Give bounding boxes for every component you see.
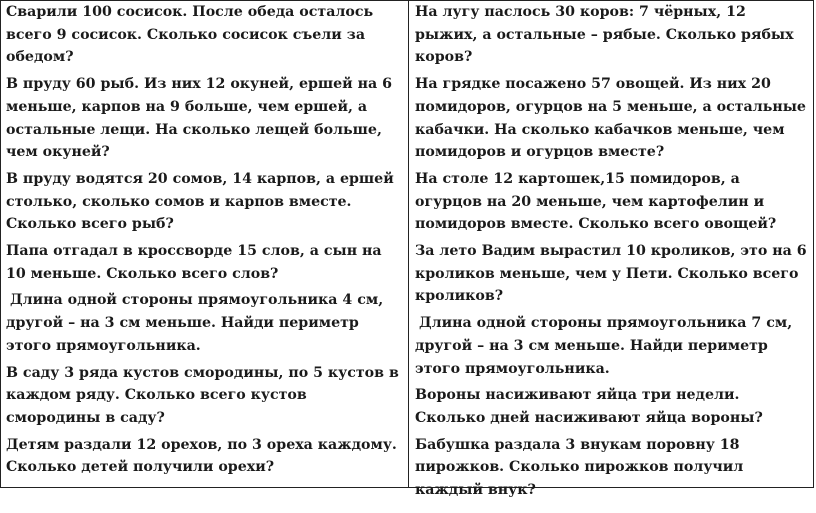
problem-text: В пруду водятся 20 сомов, 14 карпов, а ершей столько, сколько сомов и карпов вместе. Сколько всего рыб? [6, 170, 394, 233]
problem-text: На столе 12 картошек,15 помидоров, а огурцов на 20 меньше, чем картофелин и помидоров вместе. Сколько всего овощей? [415, 170, 777, 233]
problem-text: Вороны насиживают яйца три недели. Сколько дней насиживают яйца вороны? [415, 387, 763, 426]
problem-text: В пруду 60 рыб. Из них 12 окуней, ершей на 6 меньше, карпов на 9 больше, чем ершей, а остальные лещи. На сколько лещей больше, чем окуней? [6, 76, 393, 161]
problem-text: За лето Вадим вырастил 10 кроликов, это на 6 кроликов меньше, чем у Пети. Сколько всего кроликов? [415, 243, 807, 305]
problem-text: На лугу паслось 30 коров: 7 чёрных, 12 рыжих, а остальные – рябые. Сколько рябых коров? [415, 4, 794, 66]
problem-text: Папа отгадал в кроссворде 15 слов, а сын на 10 меньше. Сколько всего слов? [6, 243, 382, 282]
problem-text: Детям раздали 12 орехов, по 3 ореха каждому. Сколько детей получили орехи? [6, 436, 397, 476]
problem-text: Сварили 100 сосисок. После обеда осталось всего 9 сосисок. Сколько сосисок съели за обедом? [6, 4, 374, 66]
left-column [1, 1, 409, 487]
problem-text: Длина одной стороны прямоугольника 4 см, другой – на 3 см меньше. Найди периметр этого прямоугольника. [6, 292, 384, 354]
problem-text: На грядке посажено 57 овощей. Из них 20 помидоров, огурцов на 5 меньше, а остальные кабачки. На сколько кабачков меньше, чем помидоров и огурцов вместе? [415, 76, 806, 161]
problem-text: Длина одной стороны прямоугольника 7 см, другой – на 3 см меньше. Найди периметр этого прямоугольника. [415, 315, 793, 377]
right-column [409, 1, 813, 499]
problem-text: В саду 3 ряда кустов смородины, по 5 кустов в каждом ряду. Сколько всего кустов смородины в саду? [6, 364, 399, 426]
problem-text: Бабушка раздала 3 внукам поровну 18 пирожков. Сколько пирожков получил каждый внук? [415, 436, 744, 499]
